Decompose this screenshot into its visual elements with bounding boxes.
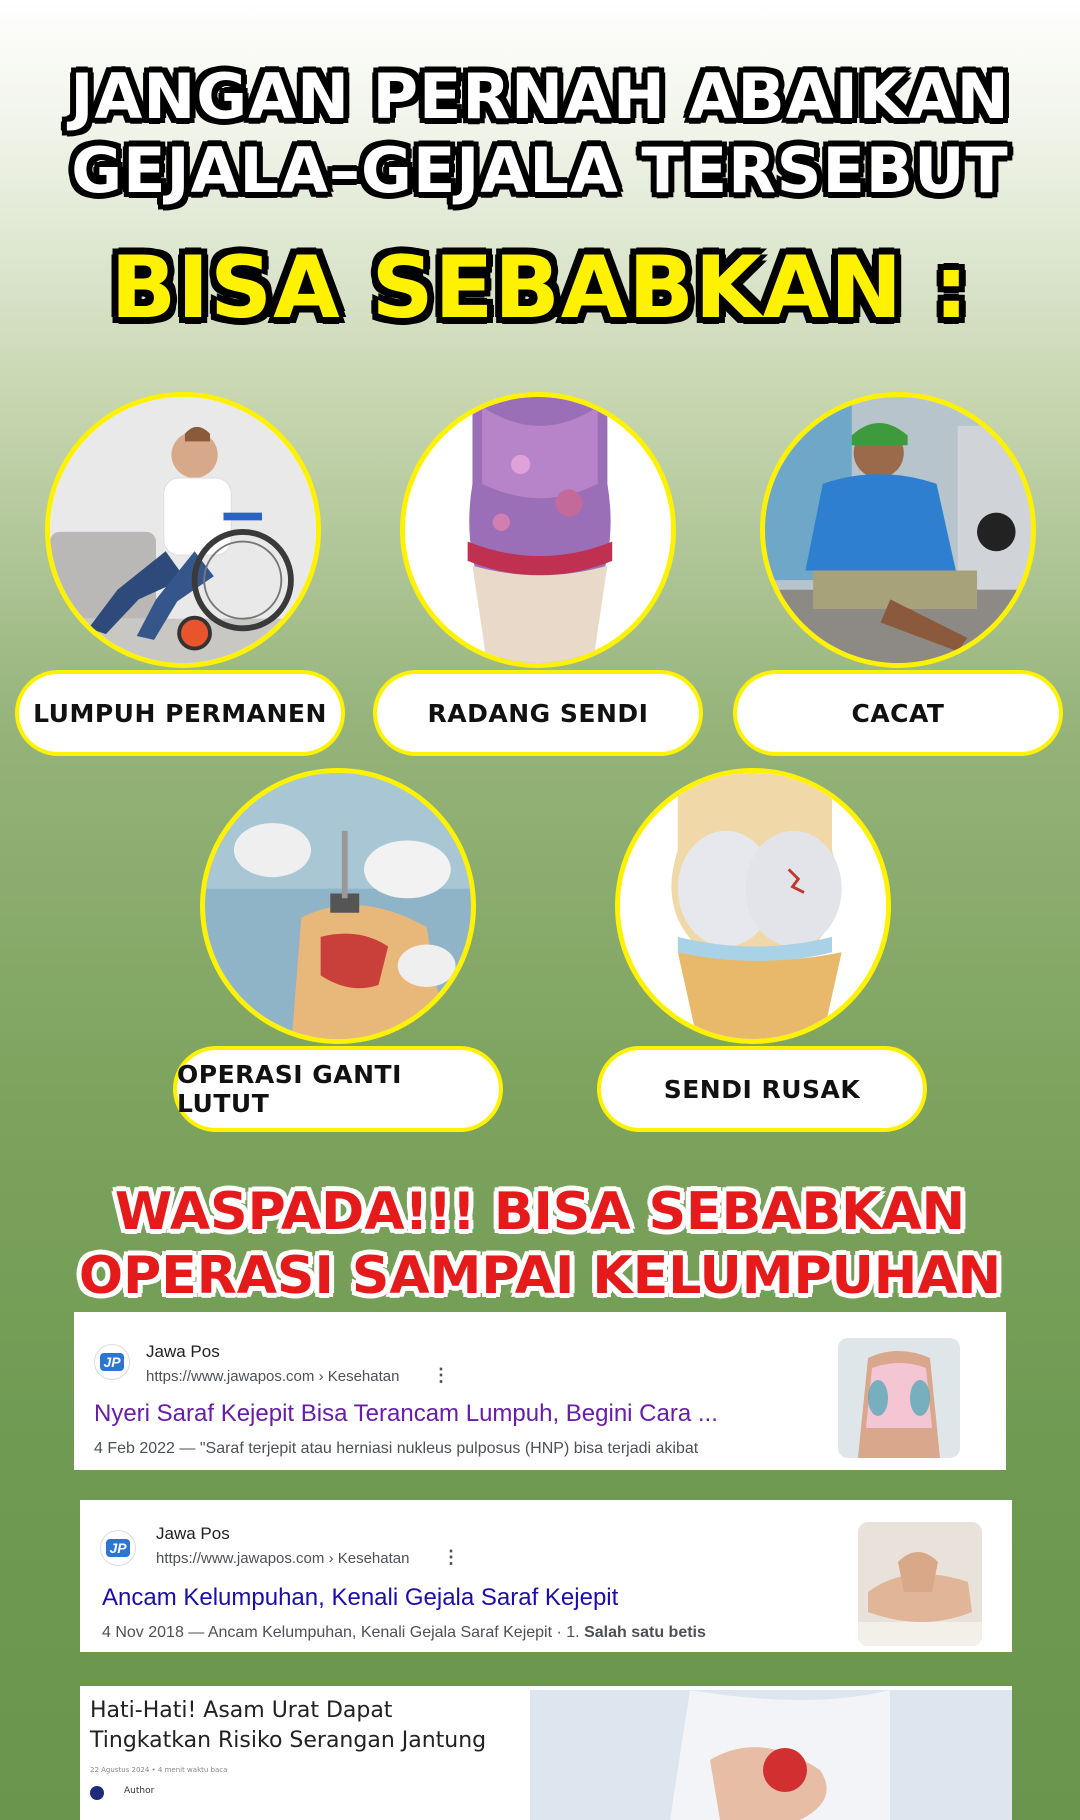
headline-line-2: GEJALA–GEJALA TERSEBUT xyxy=(71,134,1009,207)
condition-pill-lumpuh-permanen: LUMPUH PERMANEN xyxy=(15,670,345,756)
author-avatar xyxy=(90,1786,104,1800)
article-meta: 22 Agustus 2024 • 4 menit waktu baca xyxy=(90,1766,228,1774)
result-url[interactable]: https://www.jawapos.com › Kesehatan xyxy=(146,1368,400,1385)
search-result-1[interactable] xyxy=(74,1312,1006,1470)
article-title[interactable]: Hati-Hati! Asam Urat Dapat Tingkatkan Risiko Serangan Jantung xyxy=(90,1698,487,1753)
result-snippet: 4 Nov 2018 — Ancam Kelumpuhan, Kenali Gejala Saraf Kejepit · 1. Salah satu betis xyxy=(102,1624,706,1641)
condition-pill-sendi-rusak: SENDI RUSAK xyxy=(597,1046,927,1132)
result-url[interactable]: https://www.jawapos.com › Kesehatan xyxy=(156,1550,410,1567)
article-author: Author xyxy=(124,1786,155,1796)
headline xyxy=(0,60,1080,208)
knee-surgery-image xyxy=(200,768,476,1044)
result-site-name: Jawa Pos xyxy=(156,1524,230,1543)
warning-line-2: OPERASI SAMPAI KELUMPUHAN xyxy=(78,1246,1002,1306)
inflamed-knee-image xyxy=(400,392,676,668)
jawapos-logo-icon: JP xyxy=(94,1344,130,1380)
foot-massage-thumbnail[interactable] xyxy=(858,1522,982,1646)
condition-pill-operasi-ganti-lutut: OPERASI GANTI LUTUT xyxy=(173,1046,503,1132)
more-options-icon[interactable]: ⋮ xyxy=(432,1365,450,1385)
back-pain-thumbnail[interactable] xyxy=(838,1338,960,1458)
result-title-link[interactable]: Nyeri Saraf Kejepit Bisa Terancam Lumpuh, Begini Cara ... xyxy=(94,1400,718,1427)
disabled-man-image xyxy=(760,392,1036,668)
search-result-2[interactable] xyxy=(80,1500,1012,1652)
subheadline: BISA SEBABKAN : xyxy=(110,238,970,338)
condition-pill-cacat: CACAT xyxy=(733,670,1063,756)
result-site-name: Jawa Pos xyxy=(146,1342,220,1361)
heart-attack-image xyxy=(530,1690,1012,1820)
condition-pill-radang-sendi: RADANG SENDI xyxy=(373,670,703,756)
warning-text xyxy=(0,1180,1080,1308)
result-snippet: 4 Feb 2022 — "Saraf terjepit atau herniasi nukleus pulposus (HNP) bisa terjadi akibat xyxy=(94,1440,699,1457)
wheelchair-image xyxy=(45,392,321,668)
headline-line-1: JANGAN PERNAH ABAIKAN xyxy=(70,60,1010,133)
result-title-link[interactable]: Ancam Kelumpuhan, Kenali Gejala Saraf Kejepit xyxy=(102,1584,619,1611)
warning-line-1: WASPADA!!! BISA SEBABKAN xyxy=(114,1182,966,1242)
more-options-icon[interactable]: ⋮ xyxy=(442,1547,460,1567)
article-card[interactable] xyxy=(80,1686,1012,1820)
jawapos-logo-icon: JP xyxy=(100,1530,136,1566)
damaged-knee-image xyxy=(615,768,891,1044)
